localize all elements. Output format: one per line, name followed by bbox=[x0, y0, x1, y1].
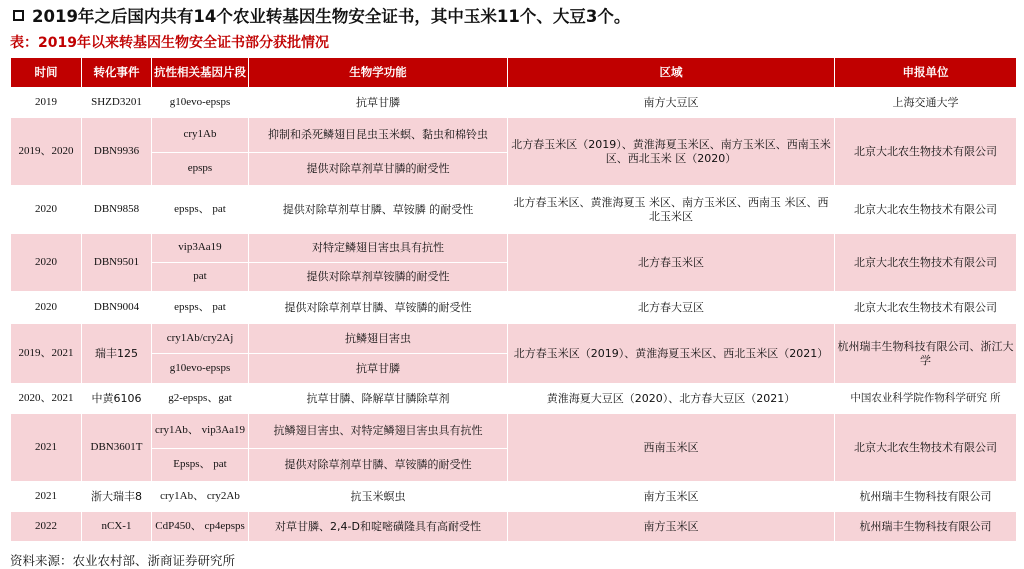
table-row bbox=[11, 234, 1017, 263]
table-row bbox=[11, 512, 1017, 542]
header-applicant: 申报单位 bbox=[835, 58, 1017, 88]
cell-genes: pat bbox=[152, 263, 249, 292]
cell-region: 北方春玉米区 bbox=[508, 234, 835, 292]
cell-function: 抗草甘膦 bbox=[249, 354, 508, 384]
cell-genes: cry1Ab bbox=[152, 118, 249, 153]
cell-applicant: 北京大北农生物技术有限公司 bbox=[835, 118, 1017, 186]
cell-event: DBN9858 bbox=[82, 186, 152, 234]
cell-genes: Epsps、 pat bbox=[152, 449, 249, 482]
cell-region: 黄淮海夏大豆区（2020）、北方春大豆区（2021） bbox=[508, 384, 835, 414]
cell-genes: epsps、 pat bbox=[152, 292, 249, 324]
header-region: 区域 bbox=[508, 58, 835, 88]
cell-event: 瑞丰125 bbox=[82, 324, 152, 384]
table-row bbox=[11, 88, 1017, 118]
cell-genes: g10evo-epsps bbox=[152, 88, 249, 118]
table-caption: 表：2019年以来转基因生物安全证书部分获批情况 bbox=[10, 35, 329, 51]
cell-applicant: 北京大北农生物技术有限公司 bbox=[835, 292, 1017, 324]
cell-event: 浙大瑞丰8 bbox=[82, 482, 152, 512]
table-row bbox=[11, 414, 1017, 449]
headline bbox=[10, 3, 1014, 27]
cell-event: DBN9501 bbox=[82, 234, 152, 292]
cell-time: 2021 bbox=[11, 482, 82, 512]
cell-applicant: 杭州瑞丰生物科技有限公司、浙江大学 bbox=[835, 324, 1017, 384]
cell-function: 提供对除草剂草甘膦、草铵膦的耐受性 bbox=[249, 292, 508, 324]
cell-region: 北方春大豆区 bbox=[508, 292, 835, 324]
cell-function: 抗鳞翅目害虫、对特定鳞翅目害虫具有抗性 bbox=[249, 414, 508, 449]
cell-genes: epsps、 pat bbox=[152, 186, 249, 234]
cell-region: 南方玉米区 bbox=[508, 512, 835, 542]
cell-function: 抑制和杀死鳞翅目昆虫玉米螟、黏虫和棉铃虫 bbox=[249, 118, 508, 153]
table-row bbox=[11, 324, 1017, 354]
cell-event: DBN3601T bbox=[82, 414, 152, 482]
cell-time: 2020 bbox=[11, 234, 82, 292]
cell-time: 2020 bbox=[11, 292, 82, 324]
cell-function: 提供对除草剂草甘膦、草铵膦 的耐受性 bbox=[249, 186, 508, 234]
cell-applicant: 北京大北农生物技术有限公司 bbox=[835, 234, 1017, 292]
cell-time: 2021 bbox=[11, 414, 82, 482]
table-row bbox=[11, 292, 1017, 324]
cell-region: 北方春玉米区、黄淮海夏玉 米区、南方玉米区、西南玉 米区、西北玉米区 bbox=[508, 186, 835, 234]
cell-event: DBN9004 bbox=[82, 292, 152, 324]
cell-time: 2020、2021 bbox=[11, 384, 82, 414]
cell-function: 抗玉米螟虫 bbox=[249, 482, 508, 512]
cell-genes: cry1Ab、 cry2Ab bbox=[152, 482, 249, 512]
table-row bbox=[11, 186, 1017, 234]
cell-applicant: 北京大北农生物技术有限公司 bbox=[835, 414, 1017, 482]
cell-applicant: 北京大北农生物技术有限公司 bbox=[835, 186, 1017, 234]
cell-event: 中黄6106 bbox=[82, 384, 152, 414]
cell-region: 南方玉米区 bbox=[508, 482, 835, 512]
cell-region: 西南玉米区 bbox=[508, 414, 835, 482]
cell-function: 对特定鳞翅目害虫具有抗性 bbox=[249, 234, 508, 263]
header-function: 生物学功能 bbox=[249, 58, 508, 88]
cell-genes: cry1Ab、 vip3Aa19 bbox=[152, 414, 249, 449]
header-genes: 抗性相关基因片段 bbox=[152, 58, 249, 88]
cell-applicant: 杭州瑞丰生物科技有限公司 bbox=[835, 482, 1017, 512]
cell-event: SHZD3201 bbox=[82, 88, 152, 118]
header-time: 时间 bbox=[11, 58, 82, 88]
cell-function: 提供对除草剂草甘膦的耐受性 bbox=[249, 153, 508, 186]
table-row bbox=[11, 118, 1017, 153]
cell-region: 北方春玉米区（2019）、黄淮海夏玉米区、西北玉米区（2021） bbox=[508, 324, 835, 384]
cell-genes: epsps bbox=[152, 153, 249, 186]
cell-function: 抗鳞翅目害虫 bbox=[249, 324, 508, 354]
cell-event: nCX-1 bbox=[82, 512, 152, 542]
cell-function: 提供对除草剂草铵膦的耐受性 bbox=[249, 263, 508, 292]
cell-genes: CdP450、 cp4epsps bbox=[152, 512, 249, 542]
table-row bbox=[11, 482, 1017, 512]
source-note: 资料来源：农业农村部、浙商证券研究所 bbox=[10, 553, 236, 568]
cell-function: 抗草甘膦 bbox=[249, 88, 508, 118]
cell-applicant: 中国农业科学院作物科学研究 所 bbox=[835, 384, 1017, 414]
cell-genes: cry1Ab/cry2Aj bbox=[152, 324, 249, 354]
table-row bbox=[11, 384, 1017, 414]
cell-region: 北方春玉米区（2019）、黄淮海夏玉米区、南方玉米区、西南玉米区、西北玉米 区（2020） bbox=[508, 118, 835, 186]
headline-text: 2019年之后国内共有14个农业转基因生物安全证书，其中玉米11个、大豆3个。 bbox=[32, 7, 631, 26]
cell-applicant: 上海交通大学 bbox=[835, 88, 1017, 118]
table-header-row bbox=[11, 58, 1017, 88]
header-event: 转化事件 bbox=[82, 58, 152, 88]
cell-event: DBN9936 bbox=[82, 118, 152, 186]
cell-time: 2020 bbox=[11, 186, 82, 234]
certificate-table bbox=[10, 57, 1017, 542]
cell-time: 2019 bbox=[11, 88, 82, 118]
cell-applicant: 杭州瑞丰生物科技有限公司 bbox=[835, 512, 1017, 542]
cell-region: 南方大豆区 bbox=[508, 88, 835, 118]
cell-time: 2019、2021 bbox=[11, 324, 82, 384]
cell-genes: g2-epsps、gat bbox=[152, 384, 249, 414]
cell-function: 抗草甘膦、降解草甘膦除草剂 bbox=[249, 384, 508, 414]
cell-time: 2022 bbox=[11, 512, 82, 542]
cell-genes: g10evo-epsps bbox=[152, 354, 249, 384]
cell-function: 对草甘膦、2,4-D和啶嘧磺隆具有高耐受性 bbox=[249, 512, 508, 542]
bullet-square-icon bbox=[13, 10, 24, 21]
cell-time: 2019、2020 bbox=[11, 118, 82, 186]
cell-genes: vip3Aa19 bbox=[152, 234, 249, 263]
cell-function: 提供对除草剂草甘膦、草铵膦的耐受性 bbox=[249, 449, 508, 482]
